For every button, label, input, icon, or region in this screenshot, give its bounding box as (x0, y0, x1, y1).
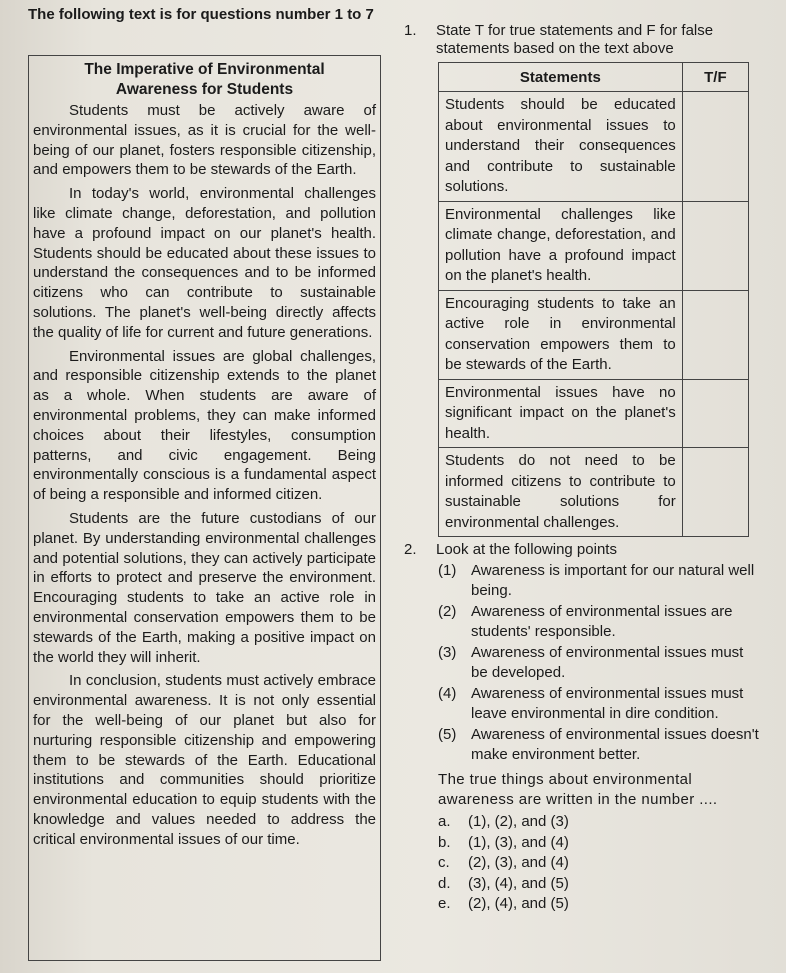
tf-answer-cell[interactable] (682, 201, 748, 290)
option-text: (3), (4), and (5) (468, 874, 569, 892)
answer-option-e[interactable] (438, 894, 764, 915)
passage-paragraph: Environmental issues are global challenges, and responsible citizenship extends to the planet as a whole. When students are aware of environmental problems, they can make informed choices about their lifestyles, consumption patterns, and civic engagement. Being environmentally conscious is a fundamental aspect of being a responsible and informed citizen. (33, 347, 376, 504)
point-number: (1) (438, 562, 457, 579)
statements-header: Statements (439, 63, 683, 92)
question-1 (404, 22, 764, 58)
table-row (439, 448, 749, 537)
list-item (438, 684, 764, 723)
option-text: (2), (4), and (5) (468, 895, 569, 912)
passage-title-line-1: The Imperative of Environmental (84, 61, 325, 78)
point-text: Awareness of environmental issues must be developed. (471, 644, 744, 681)
option-text: (2), (3), and (4) (468, 854, 569, 871)
question-2-number: 2. (404, 541, 417, 558)
answer-option-d[interactable] (438, 874, 764, 895)
point-text: Awareness of environmental issues are students' responsible. (471, 603, 733, 640)
question-1-number: 1. (404, 22, 417, 39)
option-text: (1), (3), and (4) (468, 833, 569, 851)
point-text: Awareness of environmental issues must leave environmental in dire condition. (471, 685, 744, 722)
answer-option-b[interactable] (438, 833, 764, 854)
option-letter: b. (438, 833, 451, 851)
answer-option-a[interactable] (438, 812, 764, 833)
tf-answer-cell[interactable] (682, 92, 748, 202)
question-2-stem: The true things about environmental awareness are written in the number .... (438, 771, 718, 808)
point-text: Awareness of environmental issues doesn't make environment better. (471, 726, 759, 763)
statement-cell: Encouraging students to take an active role in environmental conservation empowers them to be stewards of the Earth. (439, 290, 683, 379)
table-row (439, 379, 749, 448)
reading-passage (28, 55, 381, 961)
answer-options (438, 812, 764, 915)
option-letter: e. (438, 895, 451, 912)
passage-paragraph: In conclusion, students must actively embrace environmental awareness. It is not only essential for the well-being of our planet but also for nurturing responsible citizenship and empowering them to be stewards of the Earth. Educational institutions and communities should prioritize environmental education to equip students with the knowledge and values needed to address the critical environmental issues of our time. (33, 672, 376, 848)
point-number: (5) (438, 726, 457, 743)
list-item (438, 561, 764, 600)
list-item (438, 602, 764, 641)
option-letter: a. (438, 813, 451, 830)
option-letter: c. (438, 854, 450, 871)
passage-title (33, 60, 376, 100)
intro-text: The following text is for questions number 1 to 7 (28, 6, 374, 23)
passage-paragraph: In today's world, environmental challenges like climate change, deforestation, and pollution have a profound impact on our planet's health. Students should be educated about these issues to understand the consequences and to be informed citizens who can contribute to sustainable solutions. The planet's well-being directly affects the quality of life for current and future generations. (33, 185, 376, 341)
question-2 (404, 541, 764, 915)
option-letter: d. (438, 874, 451, 892)
point-number: (3) (438, 644, 457, 661)
tf-answer-cell[interactable] (682, 290, 748, 379)
passage-paragraph: Students must be actively aware of environmental issues, as it is crucial for the well-being of our planet, fosters responsible citizenship, and empowers them to be stewards of the Earth. (33, 102, 376, 179)
point-number: (4) (438, 685, 457, 702)
statement-cell: Students should be educated about environmental issues to understand their consequences and contribute to sustainable solutions. (439, 92, 683, 202)
tf-header: T/F (682, 63, 748, 92)
point-text: Awareness is important for our natural well being. (471, 562, 755, 599)
statement-cell: Environmental issues have no significant impact on the planet's health. (439, 379, 683, 448)
question-1-instruction: State T for true statements and F for false statements based on the text above (436, 22, 714, 57)
true-false-table (438, 62, 749, 537)
table-header-row (439, 63, 749, 92)
points-list (438, 561, 764, 764)
statement-cell: Environmental challenges like climate change, deforestation, and pollution have a profound impact on the planet's health. (439, 201, 683, 290)
list-item (438, 725, 764, 764)
table-row (439, 92, 749, 202)
tf-answer-cell[interactable] (682, 379, 748, 448)
statement-cell: Students do not need to be informed citizens to contribute to sustainable solutions for environmental challenges. (439, 448, 683, 537)
answer-option-c[interactable] (438, 853, 764, 874)
table-row (439, 290, 749, 379)
option-text: (1), (2), and (3) (468, 813, 569, 830)
point-number: (2) (438, 603, 457, 620)
question-2-instruction: Look at the following points (436, 541, 617, 558)
table-row (439, 201, 749, 290)
passage-title-line-2: Awareness for Students (115, 81, 294, 98)
list-item (438, 643, 764, 682)
tf-answer-cell[interactable] (682, 448, 748, 537)
passage-paragraph: Students are the future custodians of our planet. By understanding environmental challenges and potential solutions, they can actively participate in efforts to protect and preserve the environment. Encouraging students to take an active role in environmental conservation empowers them to be stewards of the Earth, making a positive impact on the world they will inherit. (33, 509, 376, 666)
